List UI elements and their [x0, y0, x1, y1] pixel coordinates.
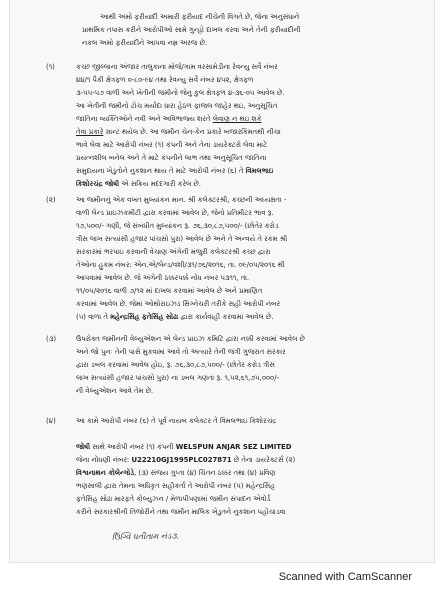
text-line: ૪૪/૧ પૈકી ક્ષેત્રફળ ૦-૮૦-૯૪ તથા રેવન્યુ સર્વે નંબર ૪૫૨, ક્ષેત્રફળ — [76, 76, 254, 85]
paragraph-text — [76, 415, 412, 519]
paragraph-number: (૨) — [46, 196, 56, 204]
paragraph-number: (૪) — [46, 417, 56, 425]
paragraph-text — [76, 333, 412, 398]
paragraph-4 — [46, 415, 412, 519]
paragraph-2 — [46, 194, 412, 324]
text-line: આ જમીનનું એક વખત મુલ્યાંકન માન. શ્રી કલેક્ટરશ્રી, કચ્છની અધ્યક્ષતા - — [76, 196, 287, 204]
text-line: જાતિના વ્યક્તિઓને નવી અને અવિભાજ્ય શરતે લેવાણ ન થઇ શકે — [76, 115, 262, 124]
intro-paragraph — [82, 11, 404, 50]
underlined-text: લેવાણ ન થઇ શકે — [212, 115, 262, 124]
paragraph-number: (૧) — [46, 63, 55, 71]
intro-line: આથી અમો ફરીયાદી અમારી ફરીયાદ નીચેની વિગતે છે, જેના અનુસંધાને — [100, 13, 300, 21]
text-line: કચ્છ જીલ્લાના અંજાર તાલુકાના મોજે/ગામ વરસામેડીના રેવન્યુ સર્વે નંબર — [76, 63, 278, 71]
bold-text: વિમલભાઇ — [245, 167, 274, 176]
text-line: ૩-૫૫-૫૭ વાળી અને ખેતીની જમીનો જેનુ કુલ ક્ષેત્રફળ ૪-૩૬-૦૫ આવેલ છે. — [76, 89, 285, 98]
text-line: આપવામાં આવેલ છે. જે અંગેની ઠક્કરપક્કે નોંધ નંબર ૫૩૧૧, તા. — [76, 274, 250, 283]
text-line: લાખ સત્યાંસી હજાર પાંચસો પુરા) ના ડબલ ગણતાં રૂ. ૧,૫૨,૬૧,૭૫,૦૦૦/- — [76, 374, 279, 383]
paragraph-3 — [46, 333, 412, 398]
text-line: દ્વારા ડબલ કરવામાં આવેલ હોઇ, રૂ. ૭૬,૩૦,૮૭,૫૦૦/- (છોતેર કરોડ ત્રીસ — [76, 361, 275, 370]
text-line: (૫) વાળા તે મહેન્દ્રસિંહ ફતેસિંહ સોઢા દ્વારા કાર્યવાહી કરવામાં આવેલ છે. — [76, 313, 274, 322]
intro-line: પ્રાથમિક તપાસ કરીને આરોપીઓ સામે ગુન્હો દાખલ કરવા અને તેની ફરીયાદીની — [82, 26, 301, 34]
text-line: કિશોરચંદ્ર જોષી એ સક્રિય મદદગારી કરેલ છે. — [76, 180, 201, 189]
text-line: જેના નોંધણી નંબર: U22210GJ1995PLC027871 છે તેના ડાયરેક્ટર્સ (૨) — [76, 456, 296, 465]
text-line: ૧૧/૦૫/૨૦૧૬ વાળી ૭/૧૨ માં દાખલ કરવામાં આવેલ છે અને પ્રમાણિત — [76, 287, 263, 296]
text-line: તેવા પ્રકારે ગ્રાન્ટ થયેલ છે. આ જમીન ચેન-કેન પ્રકારે બજારકિંમતથી નીચા — [76, 128, 281, 137]
text-line: સરકારમાં ભરપાઇ કરવાની વેચાણ અંગેની મંજુરી કલેક્ટરશ્રી કચ્છ દ્વારા — [76, 248, 271, 257]
text-line: કરવામાં આવેલ છે. જેમાં ઓથોરાઇઝડ સિગ્નેચરી તરીકે સહી આરોપી નંબર — [76, 300, 281, 309]
text-line: ૧૭,૫૦૦/- ગણી, જે સંબંધીત મુલ્યાંકન રૂ. ૭૬,૩૦,૮૭,૫૦૦/- (છોતેર કરોડ — [76, 222, 279, 231]
bold-text: મહેન્દ્રસિંહ ફતેસિંહ સોઢા — [110, 313, 179, 322]
text-line: વિશ્વનાથન કોલેન્ગોડે, (૩) સંજય ગુપ્તા (૪) ચિંતન ઠક્કર તથા (૪) પ્રવિણ — [76, 469, 276, 478]
text-line: સમુદાયના ખેડુતોને નુકશાન થાય તે માટે આરોપી નંબર (૬) તે વિમલભાઇ — [76, 167, 274, 176]
text-line: આ ખેતીની જમીનો ટોચ મર્યાદા ધારા હેઠળ ફાજલ જાહેર થઇ, અનુસૂચિત — [76, 102, 278, 111]
paragraph-1 — [46, 61, 412, 191]
bold-text: કિશોરચંદ્ર જોષી — [76, 180, 120, 189]
bold-text: WELSPUN ANJAR SEZ LIMITED — [175, 443, 292, 452]
underlined-text: તેવા પ્રકારે — [76, 128, 104, 137]
text-line: ફતેસિંહ સોઢા મારફતે કોલ્યુઝન / મેળાપીપણામાં જમીન સંપાદન એવોર્ડ — [76, 495, 271, 504]
bold-text: U22210GJ1995PLC027871 — [131, 456, 232, 465]
text-line: આ કામે આરોપી નંબર (૬) તે પૂર્વ નાયબ કલેક્ટર તે વિમલભાઇ કિશોરચંદ્ર — [76, 417, 277, 425]
camscanner-watermark: Scanned with CamScanner — [278, 571, 412, 583]
intro-line: નકલ અમો ફરીયાદીને આપવા નમ્ર અરજ છે. — [82, 39, 208, 47]
text-line: ઉપરોક્ત જમીનની વેલ્યુએશન એ લેન્ડ પ્રાઇઝ કમિટિ દ્વારા નક્કી કરવામાં આવેલ છે — [76, 335, 305, 343]
scanned-page — [10, 0, 434, 562]
paragraph-number: (૩) — [46, 335, 57, 343]
text-line: કરીને સરકારશ્રીની તિજોરીને તથા જમીન માલિક ખેડુતને નુકશાન પહોંચાડવા — [76, 508, 286, 517]
text-line: તેઓના હુકમ નંબર: એન.એ/લેન્ડ/વશી/૩૧/૭૬/૨૦૧૬, તા. ૦૯/૦૫/૨૦૧૬ થી — [76, 261, 285, 270]
text-line: ની વેલ્યુએશન આવે તેમ છે. — [76, 387, 154, 396]
handwritten-signature: ઉિગ્વિ ધતીતામ નંડ૩. — [111, 531, 180, 542]
text-line — [76, 428, 412, 441]
text-line: વાળી લેન્ડ પ્રાઇઝકમીટી દ્વારા કરવામાં આવેલ છે, જેનો પ્રતિમીટર ભાવ રૂ. — [76, 209, 274, 218]
text-line: જોષી સાથે આરોપી નંબર (૧) કંપની WELSPUN ANJAR SEZ LIMITED — [76, 443, 292, 452]
bold-text: જોષી — [76, 443, 91, 452]
text-line: પ્રયત્નશીલ બનેલ અને તે માટે કંપનીને લાભ તથા અનુસૂચિત જાતિના — [76, 154, 267, 163]
text-line: ભણસાલી દ્વારા તેમના અધિકૃત સહીકર્તા તે આરોપી નંબર (૫) મહેન્દ્રસિંહ — [76, 482, 275, 491]
text-line: ત્રીસ લાખ સત્યાંસી હજાર પાંચસો પુરા) આવેલ છે અને તે અન્વયે તે રકમ શ્રી — [76, 235, 288, 244]
bold-text: વિશ્વનાથન કોલેન્ગોડે — [76, 469, 134, 478]
paragraph-text — [76, 194, 412, 324]
paragraph-text — [76, 61, 412, 191]
text-line: ભાવે લેવા માટે આરોપી નંબર (૧) કંપની અને તેના ડાયરેક્ટરો લેવા માટે — [76, 141, 268, 150]
text-line: અને જો પુનઃ તેની પાસે મુકવામાં આવે તો અત્યારે તેની જંત્રી ગુજરાત સરકાર — [76, 348, 286, 357]
